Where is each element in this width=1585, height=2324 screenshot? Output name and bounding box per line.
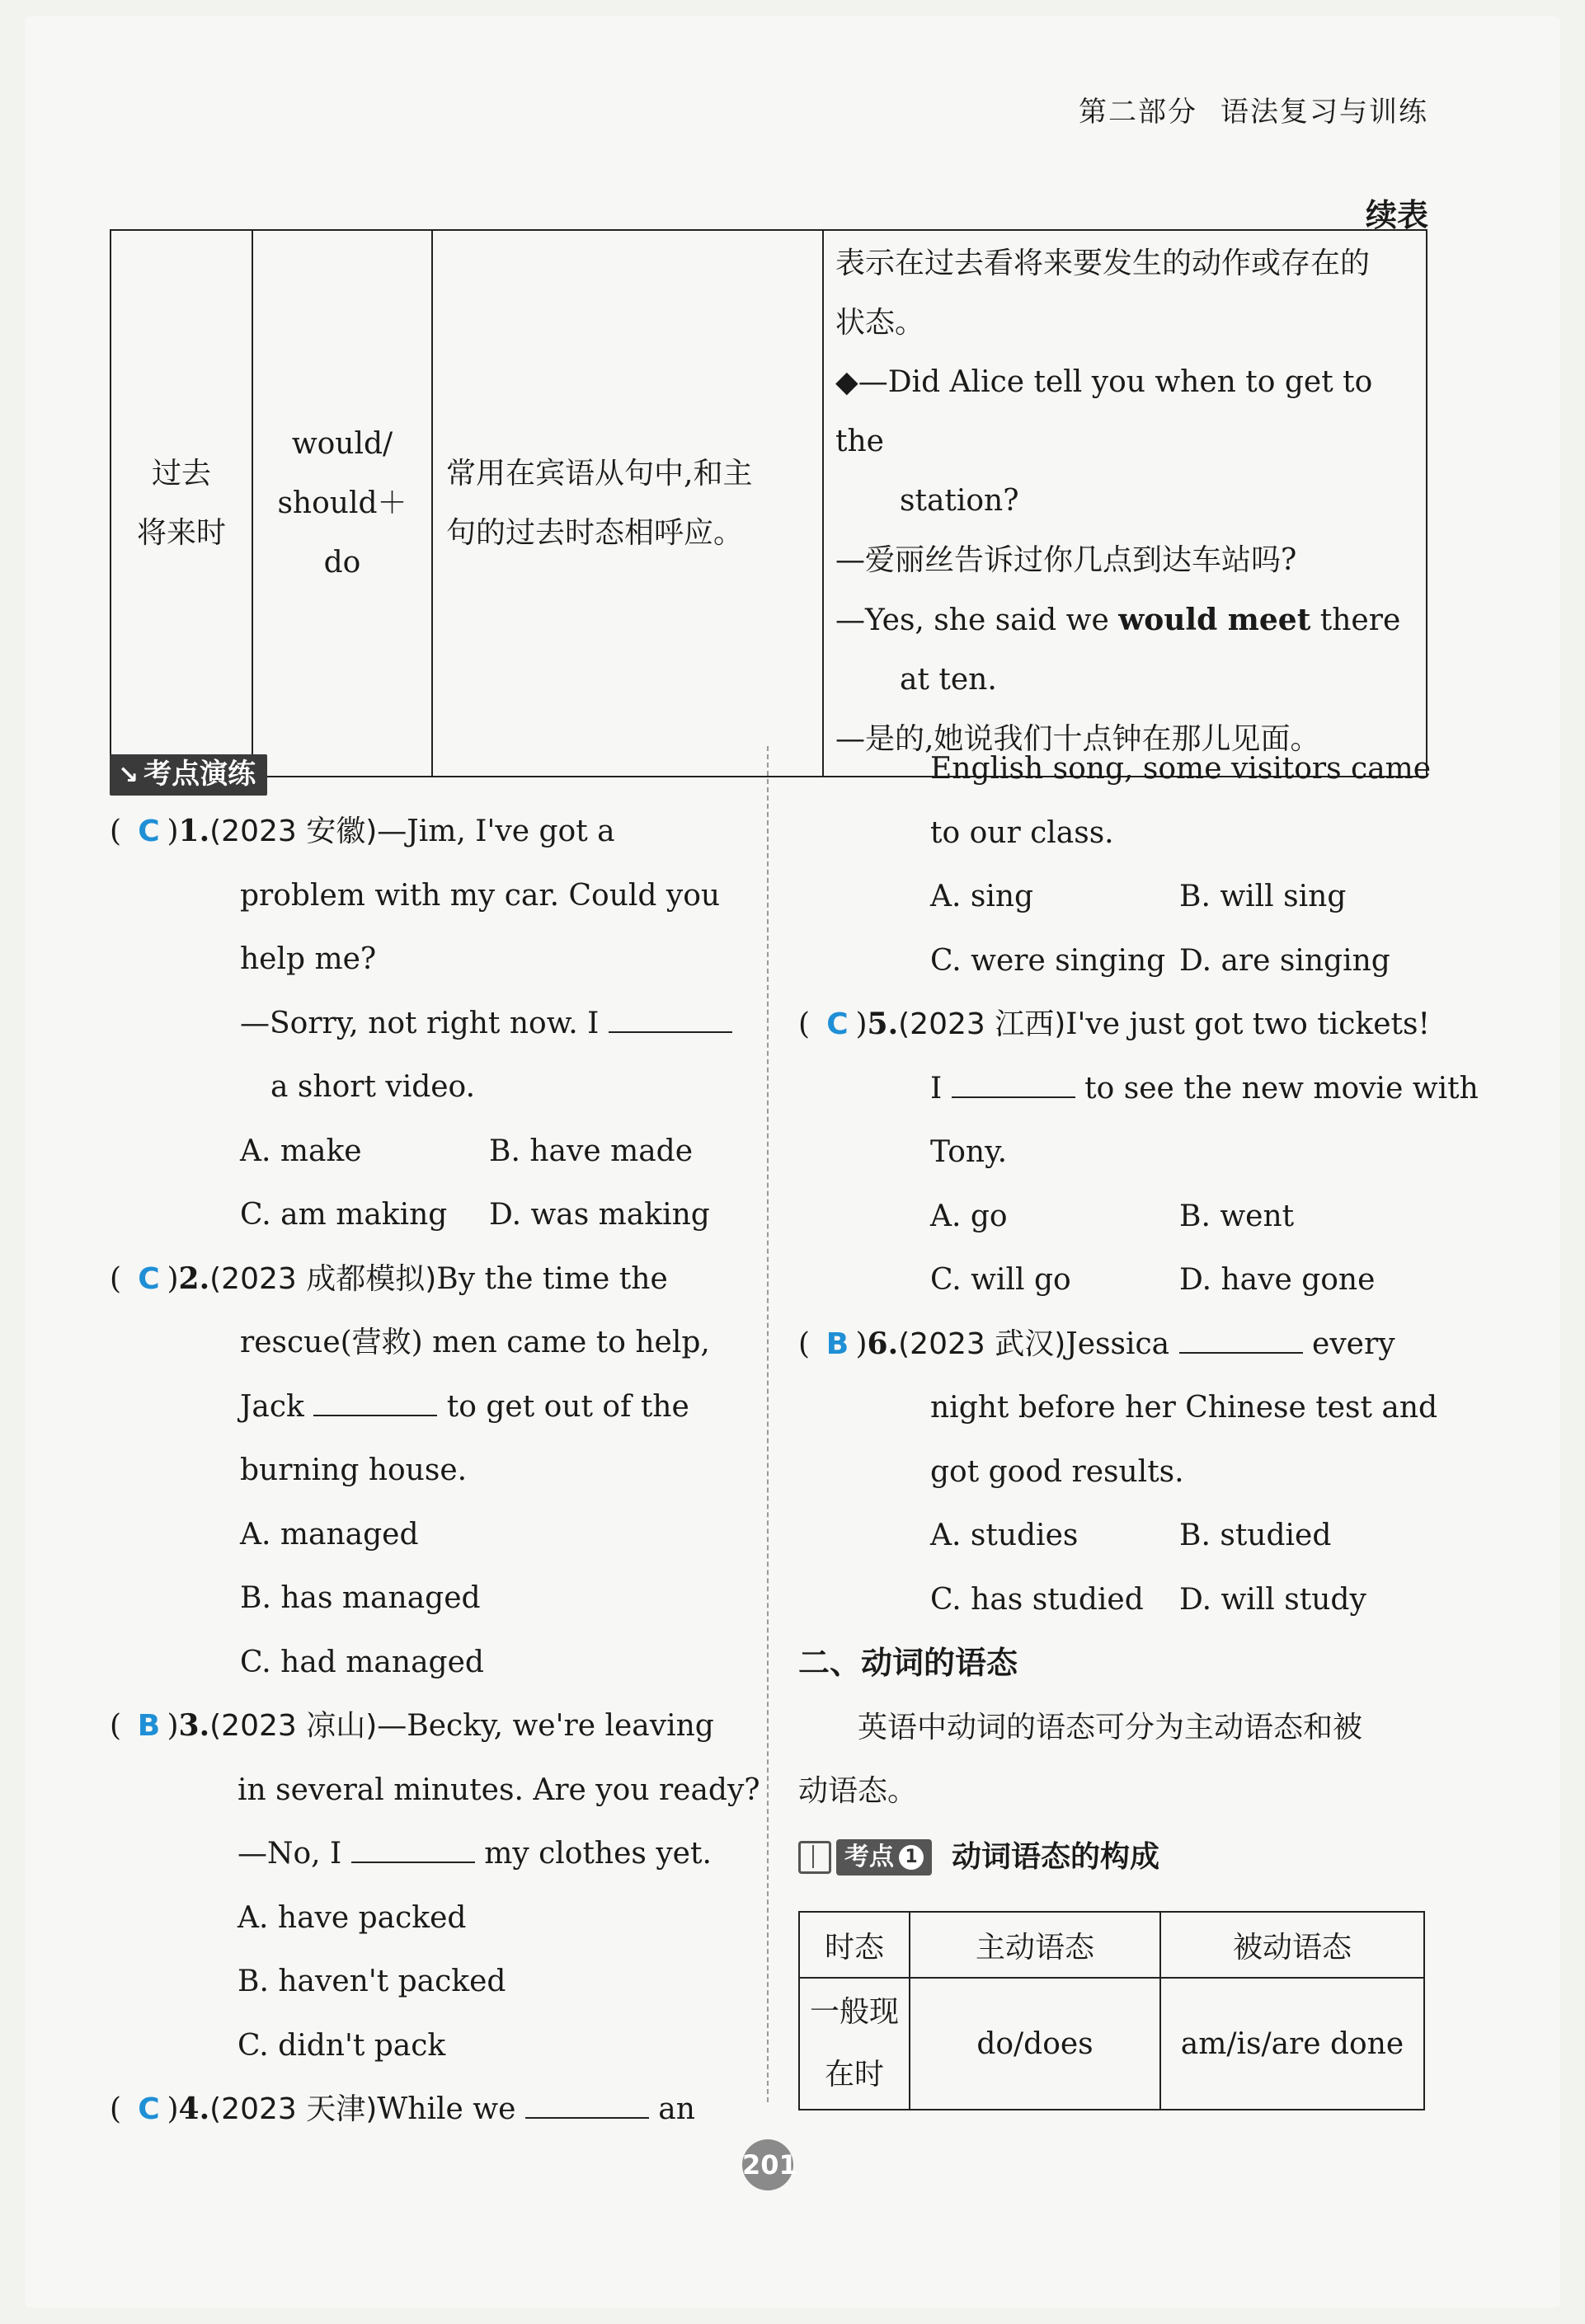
option[interactable]: C. am making (240, 1198, 448, 1232)
option[interactable]: B. studied (1179, 1519, 1332, 1552)
point-label: 考点 (844, 1842, 894, 1871)
q-text: got good results. (930, 1454, 1184, 1489)
q-text: English song, some visitors came (930, 752, 1432, 786)
q-text: to our class. (930, 815, 1114, 850)
voice-header: 主动语态 (910, 1912, 1160, 1978)
q-num: 4. (178, 2092, 210, 2126)
section-intro: 动语态。 (798, 1774, 918, 1808)
left-column (110, 742, 760, 2142)
q-text: problem with my car. Could you (240, 878, 721, 913)
answer-blank[interactable] (525, 2089, 649, 2119)
practice-badge-label: 考点演练 (143, 758, 256, 791)
meaning-cell (823, 230, 1427, 777)
example-q-line2: station? (900, 484, 1019, 518)
q-text: a short video. (270, 1070, 476, 1104)
column-divider (767, 746, 769, 2102)
tense-table (110, 229, 1427, 777)
example-a-cn: —是的,她说我们十点钟在那儿见面。 (835, 722, 1320, 756)
page-header (1056, 89, 1428, 129)
form-cell (252, 230, 432, 777)
option[interactable]: C. will go (930, 1263, 1071, 1297)
q-text: help me? (240, 942, 377, 976)
diamond-icon: ◆ (835, 365, 858, 399)
answer-3: B (137, 1709, 161, 1743)
q-text: —Jim, I've got a (377, 815, 615, 848)
q-text: my clothes yet. (484, 1837, 712, 1871)
example-a-line2: at ten. (900, 663, 997, 697)
q-source: (2023 武汉) (898, 1326, 1066, 1361)
q-text: I (930, 1071, 943, 1106)
option[interactable]: B. has managed (240, 1581, 481, 1615)
option[interactable]: B. have made (489, 1134, 694, 1168)
q-source: (2023 凉山) (209, 1709, 378, 1743)
q-text: night before her Chinese test and (930, 1391, 1438, 1425)
q-source: (2023 安徽) (209, 815, 378, 848)
q-source: (2023 江西) (898, 1007, 1066, 1041)
option[interactable]: D. are singing (1179, 943, 1390, 978)
usage-line: 句的过去时态相呼应。 (446, 515, 744, 550)
q-source: (2023 天津) (209, 2092, 378, 2126)
voice-table (798, 1911, 1425, 2110)
option[interactable]: C. were singing (930, 943, 1166, 978)
question-2: ( C )2.(2023 成都模拟)By the time the rescue(营救) men came to help, Jack to get out of the burning house. A. managed B. has managed C. had managed (110, 1247, 736, 1695)
example-question (835, 353, 1414, 472)
page-number: 201 (742, 2139, 793, 2190)
arrow-icon: ↘ (118, 761, 139, 790)
header-part: 第二部分 (1079, 96, 1197, 129)
q-num: 5. (867, 1007, 899, 1041)
option[interactable]: A. have packed (238, 1900, 467, 1935)
usage-cell (432, 230, 823, 777)
answer-5: C (826, 1007, 849, 1041)
continued-label: 续表 (1365, 197, 1428, 233)
answer-blank[interactable] (952, 1068, 1075, 1098)
answer-blank[interactable] (1179, 1324, 1303, 1354)
example-a-pre: —Yes, she said we (835, 603, 1109, 637)
answer-6: B (825, 1326, 849, 1361)
book-icon (798, 1841, 831, 1874)
option[interactable]: A. sing (930, 880, 1034, 913)
answer-2: C (138, 1261, 160, 1296)
q-text: While we (377, 2092, 516, 2126)
option[interactable]: D. was making (489, 1198, 710, 1232)
q-text: every (1312, 1326, 1395, 1361)
answer-blank[interactable] (609, 1003, 732, 1033)
voice-header: 被动语态 (1160, 1912, 1424, 1978)
point-badge (836, 1839, 932, 1876)
answer-1: C (138, 815, 160, 848)
voice-active: do/does (910, 1978, 1160, 2110)
answer-blank[interactable] (313, 1387, 437, 1416)
form-line: do (323, 545, 361, 580)
practice-badge (110, 754, 267, 796)
voice-tense-cell (799, 1978, 910, 2110)
example-answer (835, 590, 1414, 650)
q-text: an (658, 2092, 695, 2126)
option[interactable]: A. studies (930, 1519, 1079, 1552)
voice-tense-line: 一般现 (809, 1995, 899, 2029)
q-text: —No, I (238, 1837, 342, 1871)
meaning-line: 状态。 (835, 306, 925, 340)
option[interactable]: D. have gone (1179, 1263, 1376, 1297)
option[interactable]: A. make (240, 1134, 362, 1168)
option[interactable]: A. managed (240, 1517, 419, 1552)
q-text: burning house. (240, 1453, 468, 1487)
option[interactable]: C. didn't pack (238, 2028, 446, 2063)
usage-line: 常用在宾语从句中,和主 (446, 456, 753, 491)
point-title: 动词语态的构成 (952, 1839, 1160, 1874)
option[interactable]: A. go (930, 1199, 1008, 1233)
q-text: —Sorry, not right now. I (240, 1006, 600, 1040)
q-num: 2. (178, 1261, 210, 1296)
q-num: 1. (178, 814, 210, 848)
option[interactable]: C. had managed (240, 1645, 484, 1679)
form-line: would/ (291, 426, 393, 461)
question-6: ( B )6.(2023 武汉)Jessica every night before her Chinese test and got good results. A. studies B. studied C. has studied D. will study (798, 1312, 1429, 1632)
q-text: —Becky, we're leaving (377, 1709, 714, 1743)
q-text: rescue(营救) men came to help, (240, 1326, 710, 1359)
q-num: 3. (178, 1708, 210, 1743)
answer-blank[interactable] (351, 1833, 475, 1863)
q-num: 6. (867, 1326, 899, 1361)
q-source: (2023 成都模拟) (209, 1261, 437, 1296)
point-number: 1 (899, 1845, 924, 1870)
voice-header: 时态 (799, 1912, 910, 1978)
option[interactable]: B. haven't packed (238, 1965, 506, 1998)
section-title: 二、动词的语态 (798, 1645, 1018, 1681)
example-a-bold: would meet (1118, 603, 1311, 637)
q-text: Jack (240, 1389, 304, 1424)
form-line: should＋ (277, 486, 407, 520)
example-q-cn: —爱丽丝告诉过你几点到达车站吗? (835, 543, 1297, 577)
tense-name-line: 过去 (151, 456, 211, 491)
q-text: I've just got two tickets! (1065, 1007, 1430, 1041)
q-text: By the time the (436, 1261, 668, 1296)
answer-4: C (138, 2092, 160, 2126)
q-text: Tony. (930, 1135, 1008, 1169)
example-q-line: —Did Alice tell you when to get to the (835, 365, 1373, 458)
option[interactable]: B. went (1179, 1199, 1295, 1233)
right-column (798, 742, 1479, 1887)
q-text: in several minutes. Are you ready? (238, 1772, 760, 1807)
meaning-line: 表示在过去看将来要发生的动作或存在的 (835, 246, 1371, 280)
option[interactable]: B. will sing (1179, 880, 1347, 913)
section-intro: 英语中动词的语态可分为主动语态和被 (858, 1710, 1363, 1744)
tense-name-cell (111, 230, 252, 777)
header-title: 语法复习与训练 (1220, 96, 1428, 129)
example-a-post: there (1319, 603, 1401, 637)
option[interactable]: D. will study (1179, 1582, 1366, 1617)
question-3: ( B )3.(2023 凉山)—Becky, we're leaving in several minutes. Are you ready? —No, I my clothes yet. A. have packed B. haven't packed C. didn't pack (110, 1694, 736, 2078)
q-text: to see the new movie with (1084, 1071, 1479, 1106)
question-5: ( C )5.(2023 江西)I've just got two tickets! I to see the new movie with Tony. A. go B. went C. will go D. have gone (798, 993, 1429, 1312)
q-text: Jessica (1065, 1326, 1170, 1361)
tense-name-line: 将来时 (136, 515, 226, 550)
question-4: ( C )4.(2023 天津)While we an (110, 2078, 736, 2142)
voice-passive: am/is/are done (1160, 1978, 1424, 2110)
option[interactable]: C. has studied (930, 1582, 1144, 1617)
question-1: ( C )1.(2023 安徽)—Jim, I've got a problem with my car. Could you help me? —Sorry, not right now. I a short video. A. make B. have made C. am making D. was making (110, 800, 736, 1247)
voice-tense-line: 在时 (824, 2058, 884, 2092)
q-text: to get out of the (446, 1389, 689, 1424)
